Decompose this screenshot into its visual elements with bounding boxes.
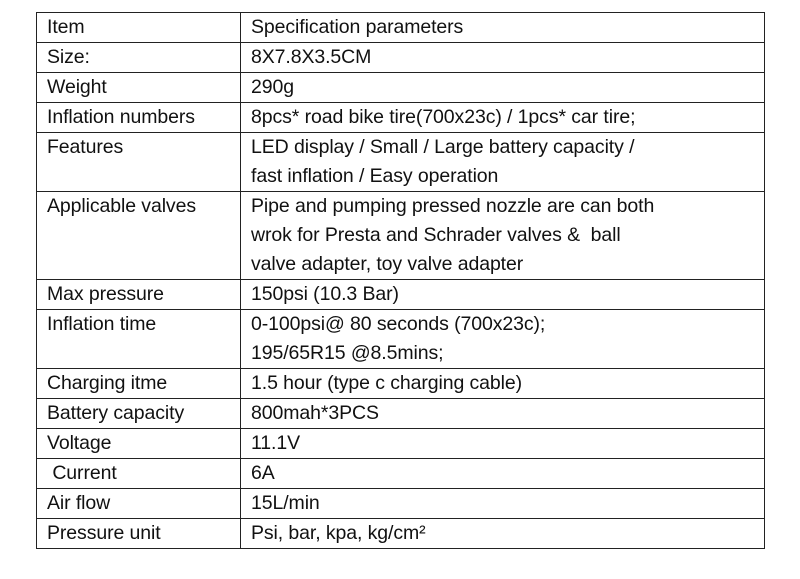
table-row bbox=[37, 519, 765, 549]
value-line: 290g bbox=[251, 76, 294, 98]
row-value bbox=[241, 399, 765, 429]
row-value bbox=[241, 519, 765, 549]
row-label: Current bbox=[37, 459, 241, 489]
row-value bbox=[241, 103, 765, 133]
row-value bbox=[241, 280, 765, 310]
row-label: Inflation time bbox=[37, 310, 241, 369]
table-row bbox=[37, 73, 765, 103]
table-row bbox=[37, 103, 765, 133]
value-line: 150psi (10.3 Bar) bbox=[251, 283, 399, 305]
value-line: 8X7.8X3.5CM bbox=[251, 46, 372, 68]
row-label: Air flow bbox=[37, 489, 241, 519]
value-line: 800mah*3PCS bbox=[251, 402, 379, 424]
table-row bbox=[37, 489, 765, 519]
row-value bbox=[241, 43, 765, 73]
spec-table bbox=[36, 12, 765, 549]
value-line: Psi, bar, kpa, kg/cm² bbox=[251, 522, 426, 544]
table-header-row bbox=[37, 13, 765, 43]
header-spec: Specification parameters bbox=[241, 13, 765, 43]
row-value bbox=[241, 192, 765, 280]
row-value bbox=[241, 369, 765, 399]
value-line: 0-100psi@ 80 seconds (700x23c); bbox=[251, 313, 546, 335]
row-value bbox=[241, 429, 765, 459]
value-line: 6A bbox=[251, 462, 275, 484]
table-row bbox=[37, 369, 765, 399]
table-row bbox=[37, 133, 765, 192]
value-line: 1.5 hour (type c charging cable) bbox=[251, 372, 523, 394]
row-label: Pressure unit bbox=[37, 519, 241, 549]
value-line: 11.1V bbox=[251, 432, 301, 454]
header-item: Item bbox=[37, 13, 241, 43]
row-label: Applicable valves bbox=[37, 192, 241, 280]
table-row bbox=[37, 280, 765, 310]
value-line: 8pcs* road bike tire(700x23c) / 1pcs* car tire; bbox=[251, 106, 636, 128]
row-label: Features bbox=[37, 133, 241, 192]
row-value bbox=[241, 310, 765, 369]
row-label: Inflation numbers bbox=[37, 103, 241, 133]
table-row bbox=[37, 459, 765, 489]
row-value bbox=[241, 489, 765, 519]
spec-table-body bbox=[37, 13, 765, 549]
value-line: 195/65R15 @8.5mins; bbox=[251, 342, 444, 364]
row-label: Max pressure bbox=[37, 280, 241, 310]
row-label: Voltage bbox=[37, 429, 241, 459]
table-row bbox=[37, 43, 765, 73]
row-value bbox=[241, 133, 765, 192]
row-value bbox=[241, 73, 765, 103]
row-label: Battery capacity bbox=[37, 399, 241, 429]
table-row bbox=[37, 192, 765, 280]
value-line: fast inflation / Easy operation bbox=[251, 165, 499, 187]
table-row bbox=[37, 310, 765, 369]
value-line: wrok for Presta and Schrader valves & ball bbox=[251, 224, 621, 246]
table-row bbox=[37, 429, 765, 459]
value-line: 15L/min bbox=[251, 492, 320, 514]
row-value bbox=[241, 459, 765, 489]
table-row bbox=[37, 399, 765, 429]
value-line: LED display / Small / Large battery capacity / bbox=[251, 136, 635, 158]
row-label: Charging itme bbox=[37, 369, 241, 399]
value-line: Pipe and pumping pressed nozzle are can both bbox=[251, 195, 655, 217]
row-label: Weight bbox=[37, 73, 241, 103]
row-label: Size: bbox=[37, 43, 241, 73]
value-line: valve adapter, toy valve adapter bbox=[251, 253, 524, 275]
